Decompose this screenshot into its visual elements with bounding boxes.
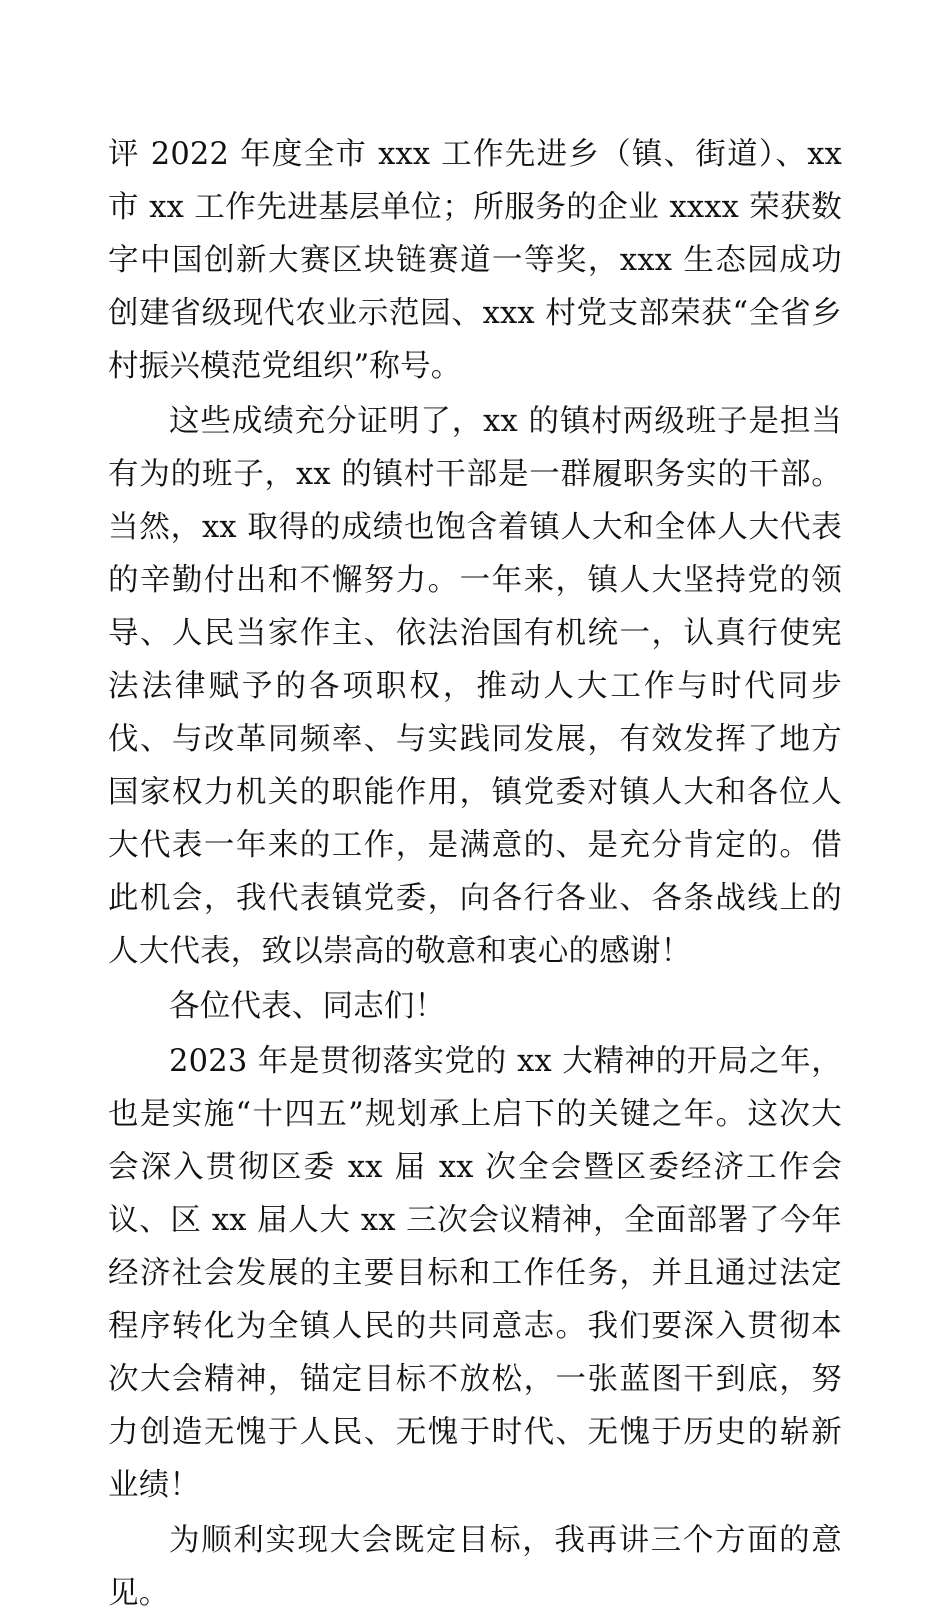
paragraph-1: 评 2022 年度全市 xxx 工作先进乡（镇、街道）、xx 市 xx 工作先进基层单位；所服务的企业 xxxx 荣获数字中国创新大赛区块链赛道一等奖，xxx 生态园成功创建省级现代农业示范园、xxx 村党支部荣获“全省乡村振兴模范党组织”称号。 <box>108 137 842 384</box>
paragraph-5: 为顺利实现大会既定目标，我再讲三个方面的意见。 <box>108 1523 842 1611</box>
paragraph-2: 这些成绩充分证明了，xx 的镇村两级班子是担当有为的班子，xx 的镇村干部是一群履职务实的干部。当然，xx 取得的成绩也饱含着镇人大和全体人大代表的辛勤付出和不懈努力。一年来，镇人大坚持党的领导、人民当家作主、依法治国有机统一，认真行使宪法法律赋予的各项职权，推动人大工作与时代同步伐、与改革同频率、与实践同发展，有效发挥了地方国家权力机关的职能作用，镇党委对镇人大和各位人大代表一年来的工作，是满意的、是充分肯定的。借此机会，我代表镇党委，向各行各业、各条战线上的人大代表，致以崇高的敬意和衷心的感谢！ <box>108 404 842 969</box>
paragraph-4: 2023 年是贯彻落实党的 xx 大精神的开局之年，也是实施“十四五”规划承上启下的关键之年。这次大会深入贯彻区委 xx 届 xx 次全会暨区委经济工作会议、区 xx 届人大 xx 三次会议精神，全面部署了今年经济社会发展的主要目标和工作任务，并且通过法定程序转化为全镇人民的共同意志。我们要深入贯彻本次大会精神，锚定目标不放松，一张蓝图干到底，努力创造无愧于人民、无愧于时代、无愧于历史的崭新业绩！ <box>108 1044 842 1503</box>
paragraph-3: 各位代表、同志们！ <box>169 989 446 1024</box>
document-body <box>108 128 842 1620</box>
